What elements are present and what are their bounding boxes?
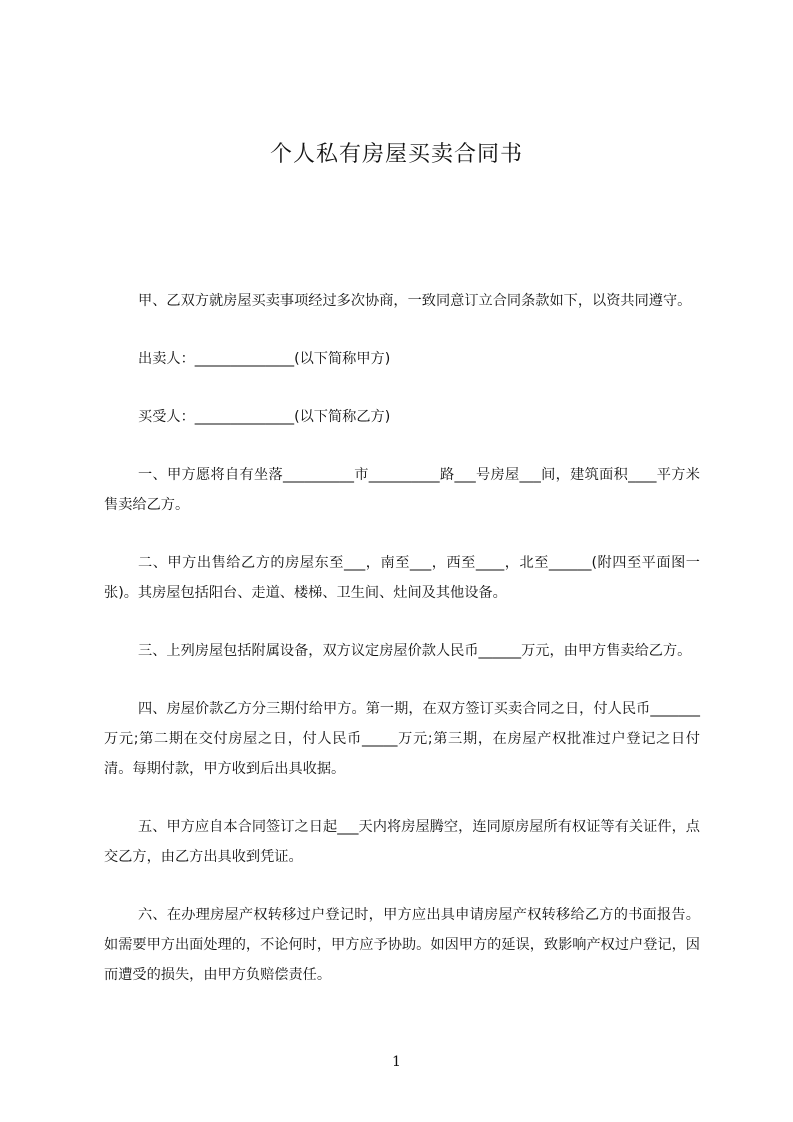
clause-3: 三、上列房屋包括附属设备，双方议定房屋价款人民币______万元，由甲方售卖给乙方。 xyxy=(138,643,692,659)
clause-4: 四、房屋价款乙方分三期付给甲方。第一期，在双方签订买卖合同之日，付人民币_______万元;第二期在交付房屋之日，付人民币_____万元;第三期，在房屋产权批准过户登记之日付清。每期付款，甲方收到后出具收据。 xyxy=(104,701,700,777)
buyer-line: 买受人：______________(以下简称乙方) xyxy=(138,409,391,425)
clause-1: 一、甲方愿将自有坐落__________市__________路___号房屋___间，建筑面积____平方米售卖给乙方。 xyxy=(104,467,700,513)
clause-5: 五、甲方应自本合同签订之日起___天内将房屋腾空，连同原房屋所有权证等有关证件，点交乙方，由乙方出具收到凭证。 xyxy=(104,819,700,865)
clause-6: 六、在办理房屋产权转移过户登记时，甲方应出具申请房屋产权转移给乙方的书面报告。如需要甲方出面处理的，不论何时，甲方应予协助。如因甲方的延误，致影响产权过户登记，因而遭受的损失，由甲方负赔偿责任。 xyxy=(104,907,700,983)
clause-2: 二、甲方出售给乙方的房屋东至___，南至___，西至____，北至______(附四至平面图一张)。其房屋包括阳台、走道、楼梯、卫生间、灶间及其他设备。 xyxy=(104,555,700,601)
intro-paragraph: 甲、乙双方就房屋买卖事项经过多次协商，一致同意订立合同条款如下，以资共同遵守。 xyxy=(138,293,692,309)
page-title: 个人私有房屋买卖合同书 xyxy=(269,142,523,167)
document-body xyxy=(104,286,700,1018)
page-number: 1 xyxy=(392,1054,401,1070)
seller-line: 出卖人：______________(以下简称甲方) xyxy=(138,351,391,367)
